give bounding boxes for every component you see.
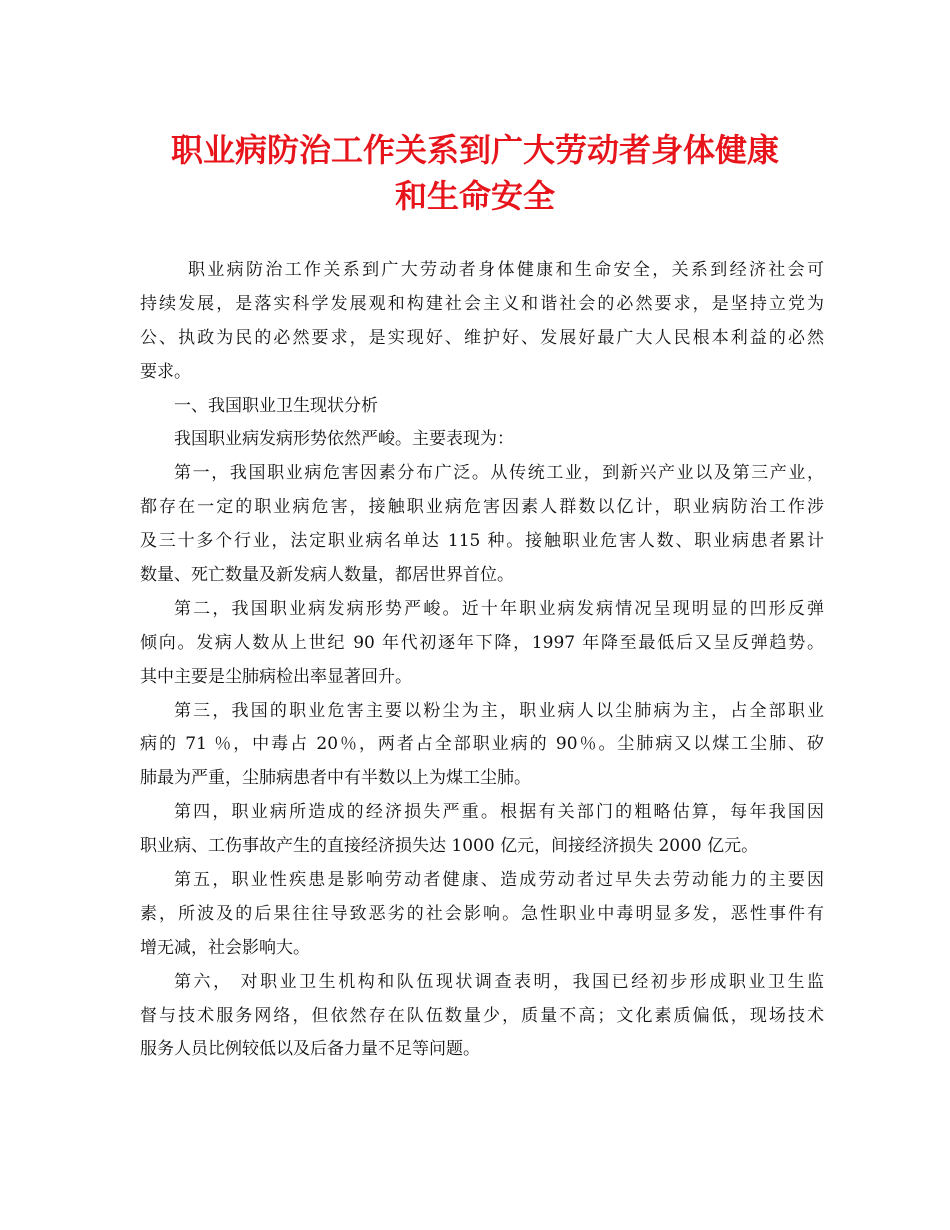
body-text-line: 督与技术服务网络，但依然存在队伍数量少，质量不高；文化素质偏低，现场技术 (140, 1005, 824, 1026)
body-text-line: 肺最为严重，尘肺病患者中有半数以上为煤工尘肺。 (140, 768, 531, 789)
body-text-line: 职业病防治工作关系到广大劳动者身体健康和生命安全，关系到经济社会可 (188, 260, 824, 280)
body-text-line: 我国职业病发病形势依然严峻。主要表现为： (174, 429, 514, 450)
body-text-line: 第二，我国职业病发病形势严峻。近十年职业病发病情况呈现明显的凹形反弹 (174, 598, 824, 619)
body-text-line: 公、执政为民的必然要求，是实现好、维护好、发展好最广大人民根本利益的必然 (140, 327, 824, 348)
body-text-line: 持续发展，是落实科学发展观和构建社会主义和谐社会的必然要求，是坚持立党为 (140, 293, 824, 314)
body-text-line: 素，所波及的后果往往导致恶劣的社会影响。急性职业中毒明显多发，恶性事件有 (140, 903, 824, 924)
body-text-line: 第五，职业性疾患是影响劳动者健康、造成劳动者过早失去劳动能力的主要因 (174, 870, 824, 891)
body-text-line: 病的 71 ％，中毒占 20％，两者占全部职业病的 90％。尘肺病又以煤工尘肺、矽 (140, 734, 824, 755)
document-body (140, 254, 824, 1067)
body-text-line: 一、我国职业卫生现状分析 (174, 395, 378, 416)
body-text-line: 职业病、工伤事故产生的直接经济损失达 1000 亿元，间接经济损失 2000 亿元。 (140, 836, 759, 857)
body-text-line: 第一，我国职业病危害因素分布广泛。从传统工业，到新兴产业以及第三产业， (174, 463, 824, 484)
document-title-line-1: 职业病防治工作关系到广大劳动者身体健康 (170, 131, 779, 169)
document-title-line-2: 和生命安全 (394, 177, 555, 215)
body-text-line: 第三，我国的职业危害主要以粉尘为主，职业病人以尘肺病为主，占全部职业 (174, 700, 824, 721)
body-text-line: 服务人员比例较低以及后备力量不足等问题。 (140, 1039, 480, 1060)
body-text-line: 增无减，社会影响大。 (140, 937, 310, 958)
body-text-line: 第四，职业病所造成的经济损失严重。根据有关部门的粗略估算，每年我国因 (174, 802, 824, 823)
body-text-line: 及三十多个行业，法定职业病名单达 115 种。接触职业危害人数、职业病患者累计 (140, 531, 824, 552)
body-text-line: 其中主要是尘肺病检出率显著回升。 (140, 666, 412, 687)
body-text-line: 倾向。发病人数从上世纪 90 年代初逐年下降，1997 年降至最低后又呈反弹趋势。 (140, 632, 824, 653)
body-text-line: 要求。 (140, 361, 191, 382)
body-text-line: 都存在一定的职业病危害，接触职业病危害因素人群数以亿计，职业病防治工作涉 (140, 497, 824, 518)
body-text-line: 第六， 对职业卫生机构和队伍现状调查表明，我国已经初步形成职业卫生监 (174, 971, 824, 992)
body-text-line: 数量、死亡数量及新发病人数量，都居世界首位。 (140, 565, 514, 586)
